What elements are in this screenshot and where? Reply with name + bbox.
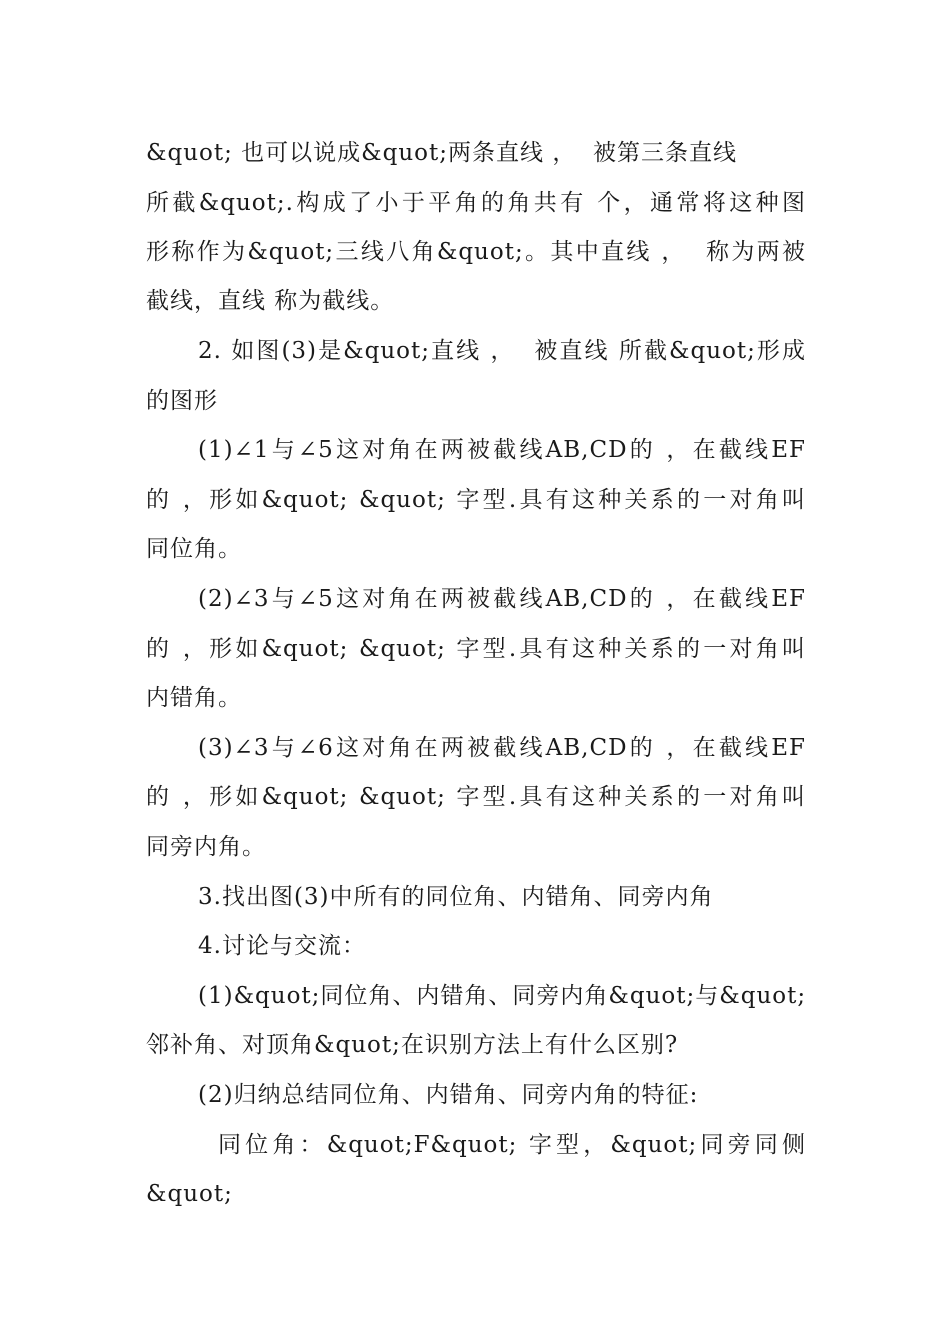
text-line: 的图形 [146,388,218,414]
text-line: 截线，直线 称为截线。 [146,288,395,314]
text-line: 4.讨论与交流： [198,933,366,959]
text-line: 形称作为&quot;三线八角&quot;。其中直线 ， 称为两被 [146,239,806,265]
text-line: (3)∠3与∠6这对角在两被截线AB,CD的 ，在截线EF [198,735,806,761]
text-line: (1)∠1与∠5这对角在两被截线AB,CD的 ，在截线EF [198,437,806,463]
text-line: (2)归纳总结同位角、内错角、同旁内角的特征: [198,1082,699,1108]
text-line: 同旁内角。 [146,834,266,860]
text-line: 所截&quot;.构成了小于平角的角共有 个，通常将这种图 [146,190,806,216]
text-line: (2)∠3与∠5这对角在两被截线AB,CD的 ，在截线EF [198,586,806,612]
text-line: &quot; [146,1181,233,1207]
text-line: 2. 如图(3)是&quot;直线 ， 被直线 所截&quot;形成 [198,338,806,364]
text-line: 3.找出图(3)中所有的同位角、内错角、同旁内角 [198,884,714,910]
text-line: 邻补角、对顶角&quot;在识别方法上有什么区别? [146,1032,679,1058]
text-line: 的 ，形如&quot; &quot; 字型.具有这种关系的一对角叫 [146,784,806,810]
text-line: 的 ，形如&quot; &quot; 字型.具有这种关系的一对角叫 [146,487,806,513]
text-line: 同位角。 [146,536,242,562]
text-line: &quot; 也可以说成&quot;两条直线 ， 被第三条直线 [146,140,737,166]
text-line: (1)&quot;同位角、内错角、同旁内角&quot;与&quot; [198,983,807,1009]
text-line: 的 ，形如&quot; &quot; 字型.具有这种关系的一对角叫 [146,636,806,662]
text-line: 同位角：&quot;F&quot; 字型，&quot;同旁同侧 [218,1132,806,1158]
text-line: 内错角。 [146,685,242,711]
